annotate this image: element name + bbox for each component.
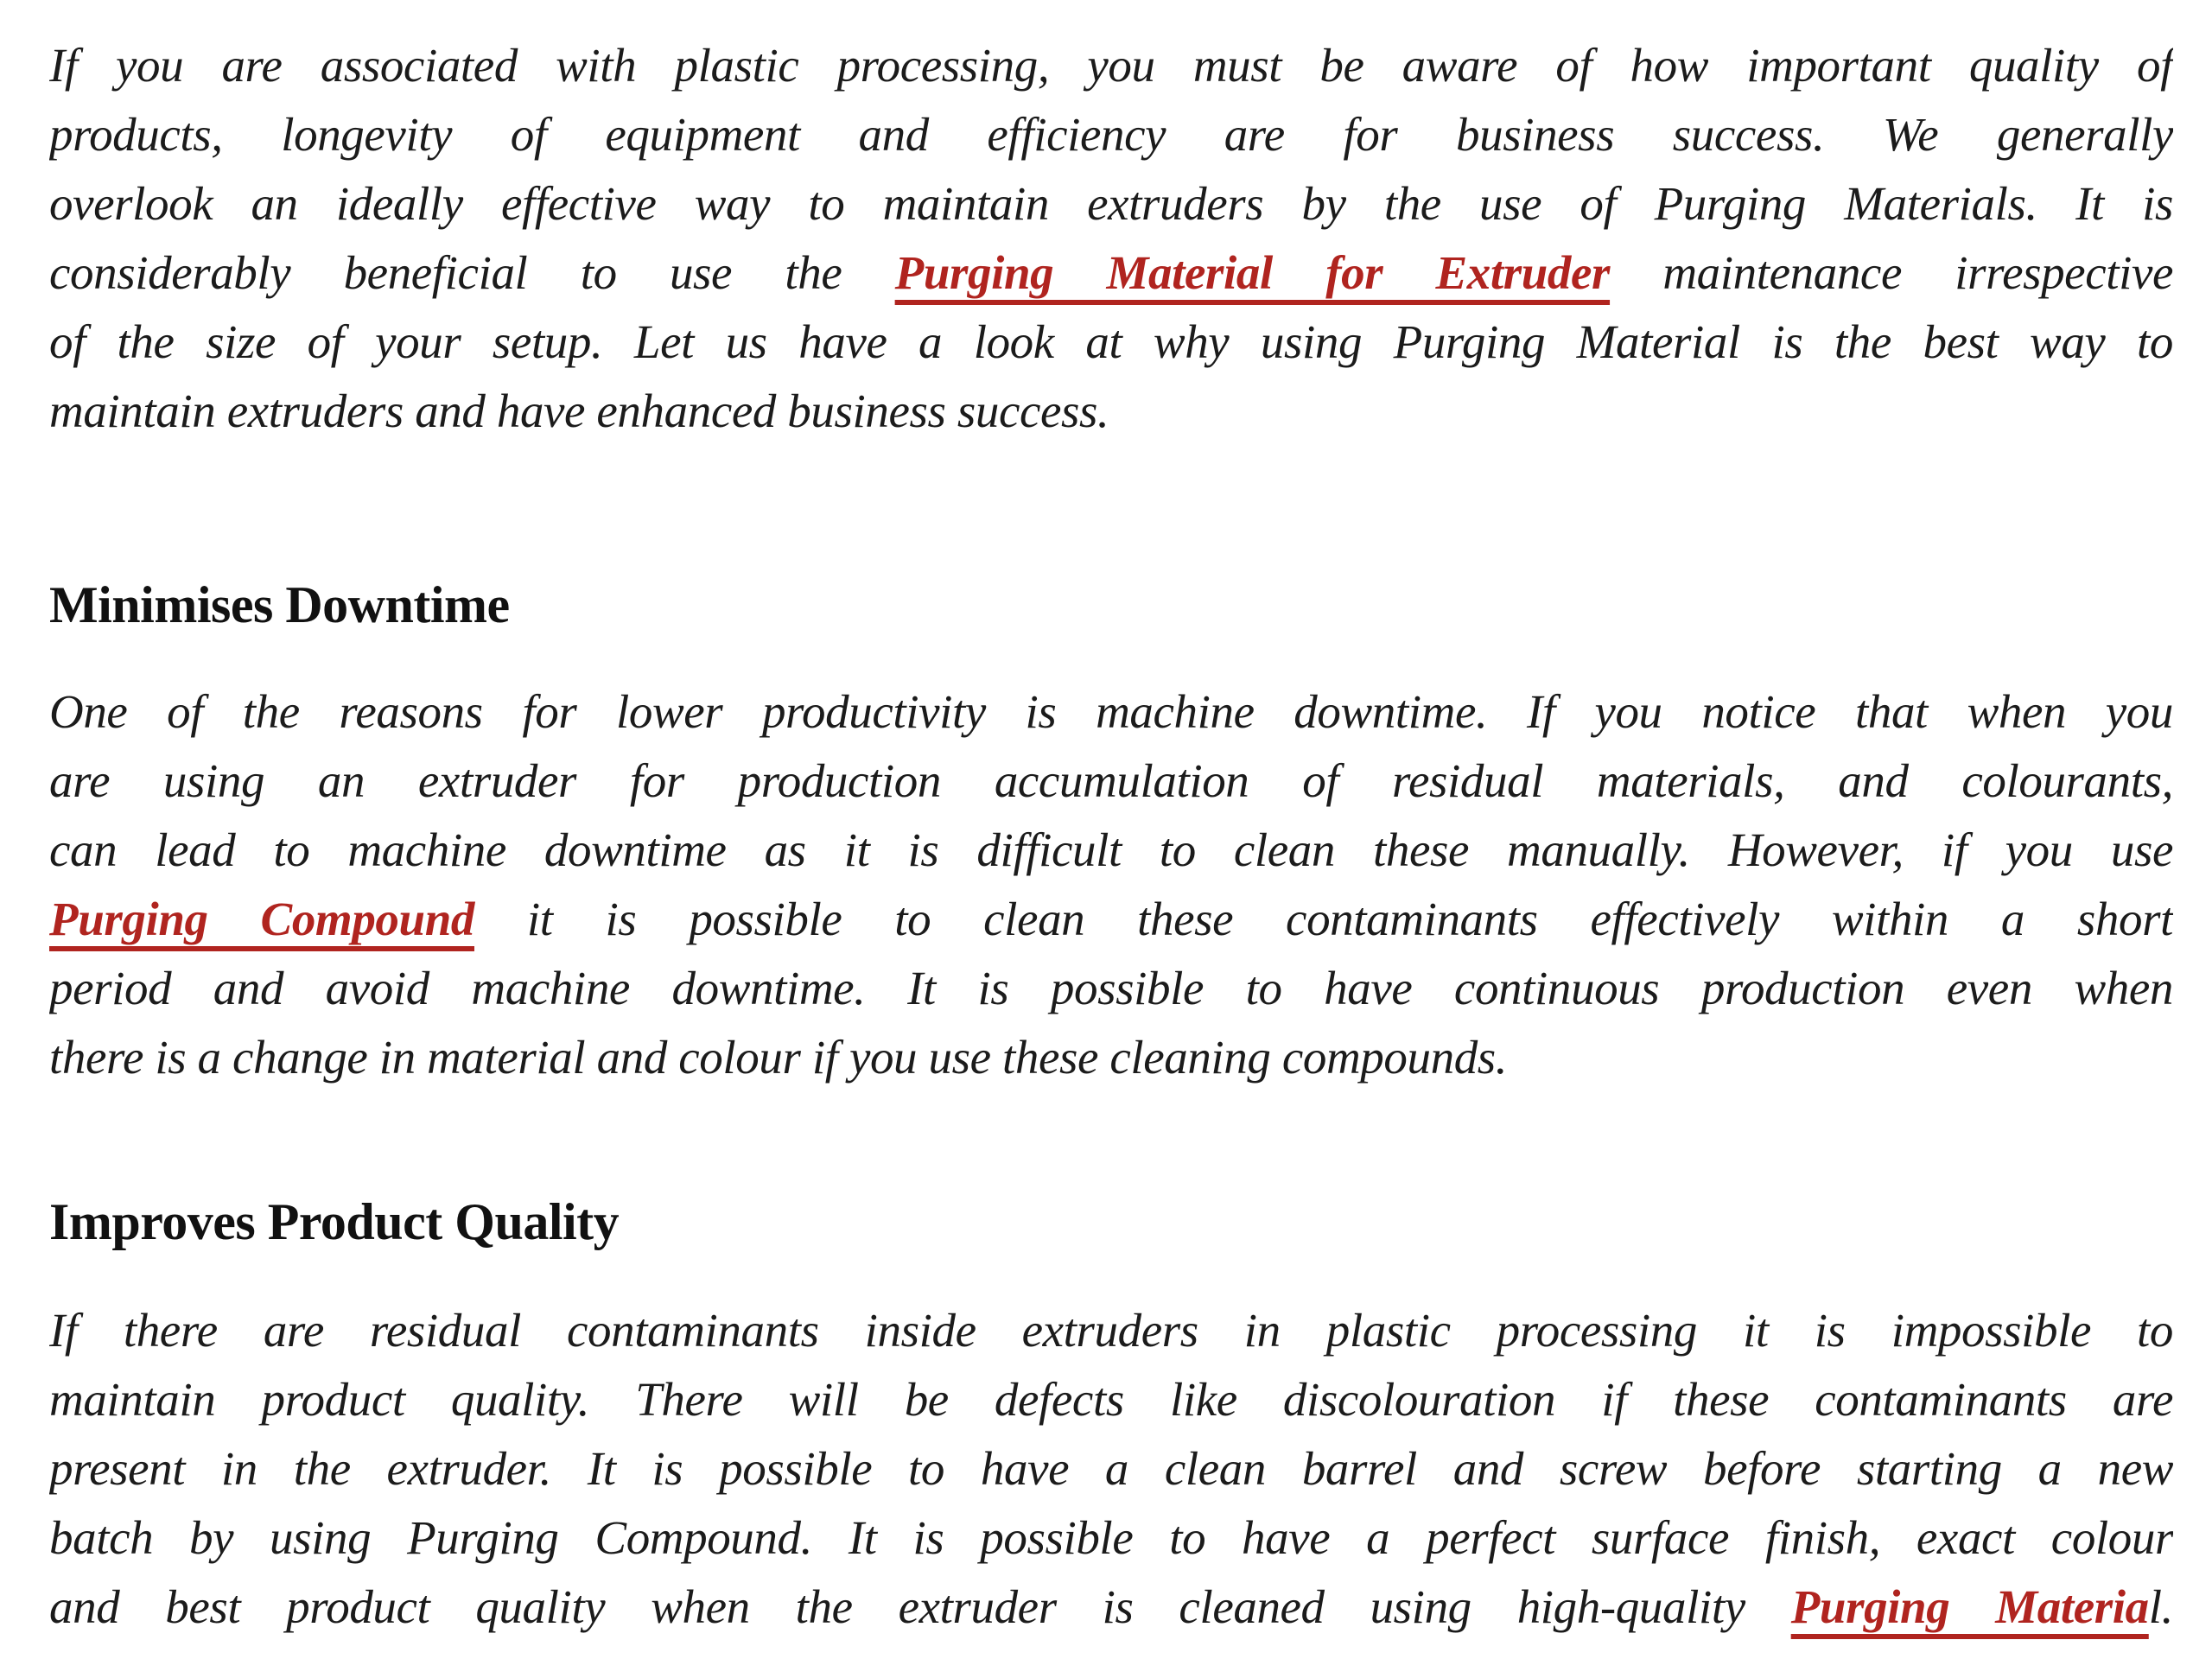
text-line — [49, 31, 2173, 100]
text-line — [49, 1296, 2173, 1365]
text-segment: maintain extruders and have enhanced business success. — [49, 385, 1109, 437]
text-line — [49, 677, 2173, 747]
text-segment: considerably beneficial to use the — [49, 246, 895, 299]
text-segment: One of the reasons for lower productivity is machine downtime. If you notice that when you — [49, 685, 2173, 738]
text-line — [49, 1365, 2173, 1434]
purging-material-link[interactable]: Purging Materia — [1790, 1580, 2149, 1633]
text-line — [49, 954, 2173, 1023]
text-line — [49, 169, 2173, 238]
text-segment: maintenance irrespective — [1610, 246, 2173, 299]
text-segment: of the size of your setup. Let us have a look at why using Purging Material is the best way to — [49, 315, 2173, 368]
text-segment: can lead to machine downtime as it is difficult to clean these manually. However, if you use — [49, 823, 2173, 876]
text-segment: it is possible to clean these contaminants effectively within a short — [474, 893, 2173, 945]
text-line — [49, 1503, 2173, 1573]
text-segment: present in the extruder. It is possible to have a clean barrel and screw before starting a new — [49, 1442, 2173, 1495]
text-segment: maintain product quality. There will be defects like discolouration if these contaminants are — [49, 1373, 2173, 1426]
text-segment: are using an extruder for production accumulation of residual materials, and colourants, — [49, 754, 2173, 807]
text-line — [49, 1434, 2173, 1503]
text-segment: l. — [2148, 1580, 2173, 1633]
section-heading-minimises-downtime: Minimises Downtime — [49, 576, 510, 633]
text-line — [49, 238, 2173, 308]
text-line — [49, 100, 2173, 169]
section-heading-improves-product-quality: Improves Product Quality — [49, 1193, 620, 1250]
purging-compound-link[interactable]: Purging Compound — [49, 893, 474, 945]
purging-material-for-extruder-link[interactable]: Purging Material for Extruder — [894, 246, 1611, 299]
text-segment: batch by using Purging Compound. It is possible to have a perfect surface finish, exact colour — [49, 1511, 2173, 1564]
text-segment: If there are residual contaminants inside extruders in plastic processing it is impossible to — [49, 1304, 2173, 1357]
text-segment: there is a change in material and colour if you use these cleaning compounds. — [49, 1031, 1508, 1084]
text-line — [49, 308, 2173, 377]
text-line — [49, 1023, 2173, 1092]
text-segment: period and avoid machine downtime. It is possible to have continuous production even when — [49, 962, 2173, 1014]
text-line — [49, 816, 2173, 885]
text-line — [49, 377, 2173, 446]
text-segment: products, longevity of equipment and efficiency are for business success. We generally — [49, 108, 2173, 161]
text-line — [49, 747, 2173, 816]
text-segment: and best product quality when the extruder is cleaned using high-quality — [49, 1580, 1791, 1633]
text-line — [49, 1573, 2173, 1642]
text-segment: If you are associated with plastic processing, you must be aware of how important quality of — [49, 39, 2173, 92]
text-line — [49, 885, 2173, 954]
improves-product-quality-paragraph — [49, 1296, 2173, 1642]
intro-paragraph — [49, 31, 2173, 446]
minimises-downtime-paragraph — [49, 677, 2173, 1092]
text-segment: overlook an ideally effective way to maintain extruders by the use of Purging Materials. It is — [49, 177, 2173, 230]
